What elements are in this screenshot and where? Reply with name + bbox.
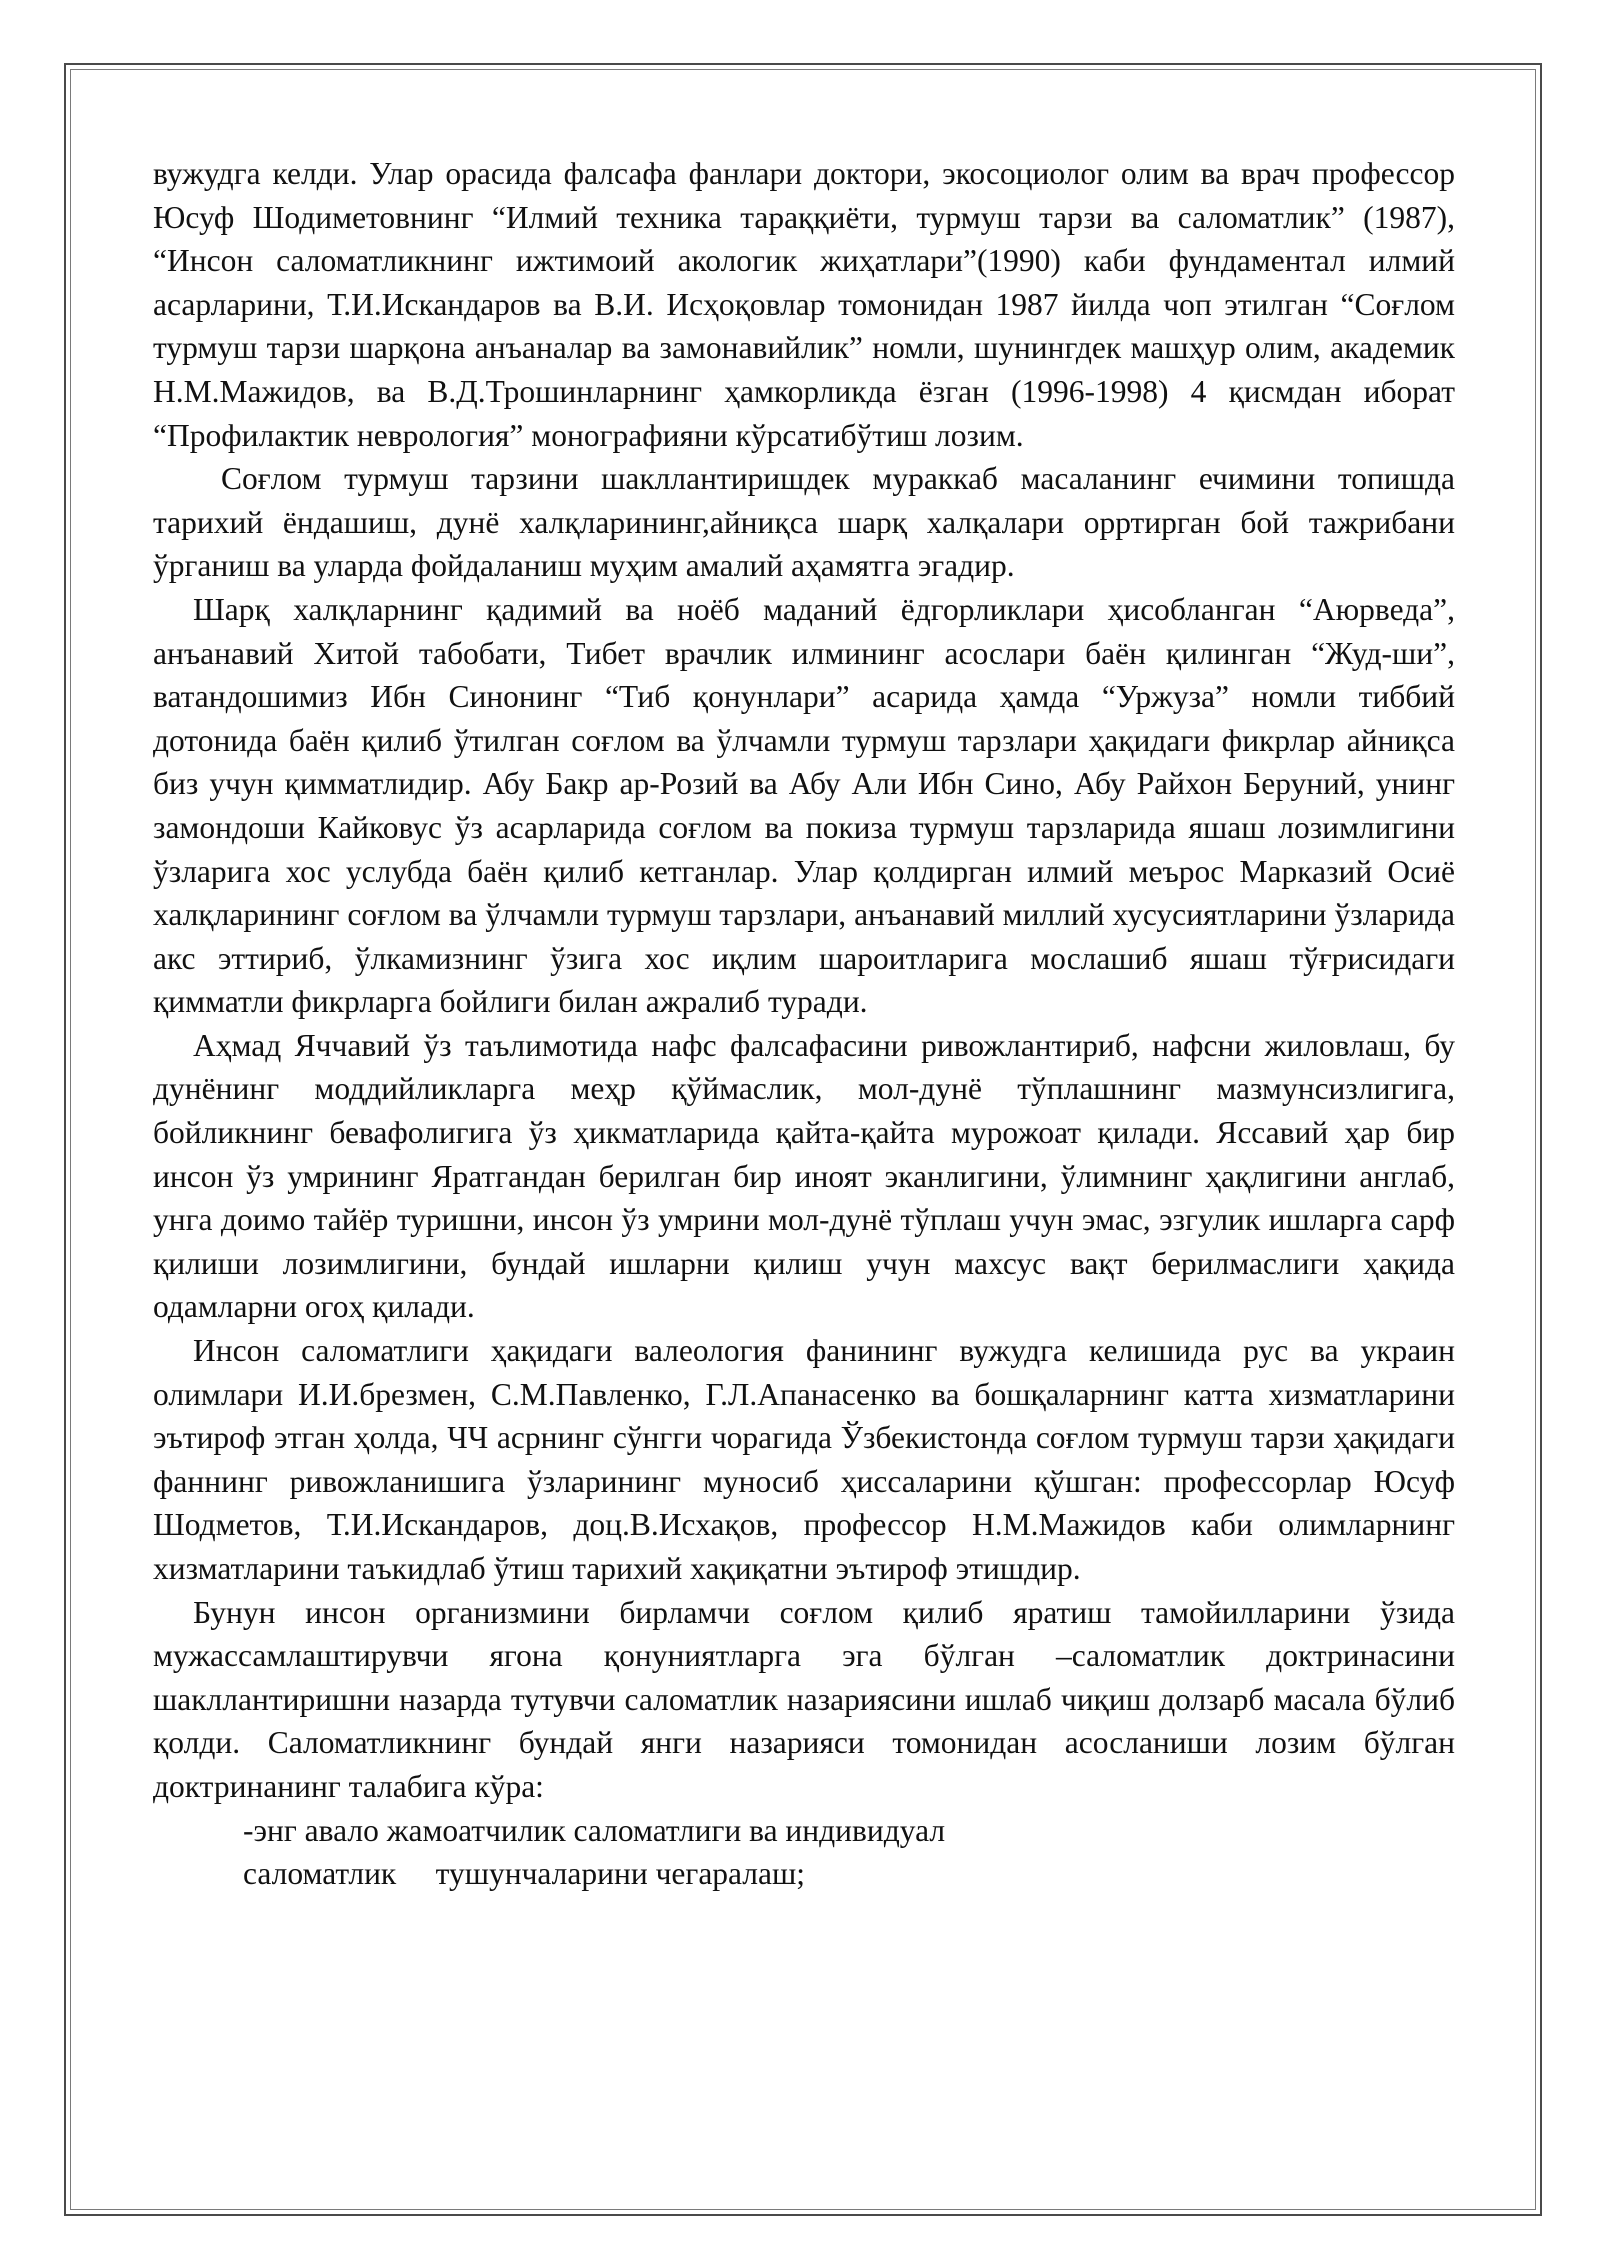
document-body xyxy=(153,152,1455,1896)
list-line-1: -энг авало жамоатчилик саломатлиги ва индивидуал xyxy=(243,1812,946,1848)
paragraph-6: Бунун инсон организмини бирламчи соғлом қилиб яратиш тамойилларини ўзида мужассамлаштирувчи ягона қонуниятларга эга бўлган –саломатлик доктринасини шакллантиришни назарда тутувчи саломатлик назариясини ишлаб чиқиш долзарб масала бўлиб қолди. Саломатликнинг бундай янги назарияси томонидан асосланиши лозим бўлган доктринанинг талабига кўра: xyxy=(153,1594,1455,1804)
paragraph-5: Инсон саломатлиги ҳақидаги валеология фанининг вужудга келишида рус ва украин олимлари И.И.брезмен, С.М.Павленко, Г.Л.Апанасенко ва бошқаларнинг катта хизматларини эътироф этган ҳолда, ЧЧ асрнинг сўнгги чорагида Ўзбекистонда соғлом турмуш тарзи ҳақидаги фаннинг ривожланишига ўзларининг муносиб ҳиссаларини қўшган: профессорлар Юсуф Шодметов, Т.И.Искандаров, доц.В.Исхақов, профессор Н.М.Мажидов каби олимларнинг хизматларини таъкидлаб ўтиш тарихий хақиқатни эътироф этишдир. xyxy=(153,1333,1455,1586)
paragraph-2: Соғлом турмуш тарзини шакллантиришдек мураккаб масаланинг ечимини топишда тарихий ёндашиш, дунё халқларининг,айниқса шарқ халқалари орртирган бой тажрибани ўрганиш ва уларда фойдаланиш муҳим амалий аҳамятга эгадир. xyxy=(153,461,1455,584)
list-line-2: саломатлик тушунчаларини чегаралаш; xyxy=(243,1856,806,1892)
paragraph-3: Шарқ халқларнинг қадимий ва ноёб маданий ёдгорликлари ҳисобланган “Аюрведа”, анъанавий Хитой табобати, Тибет врачлик илмининг асослари баён қилинган “Жуд-ши”, ватандошимиз Ибн Синонинг “Тиб қонунлари” асарида ҳамда “Уржуза” номли тиббий дотонида баён қилиб ўтилган соғлом ва ўлчамли турмуш тарзлари ҳақидаги фикрлар айниқса биз учун қимматлидир. Абу Бакр ар-Розий ва Абу Али Ибн Сино, Абу Райхон Беруний, унинг замондоши Кайковус ўз асарларида соғлом ва покиза турмуш тарзларида яшаш лозимлигини ўзларига хос услубда баён қилиб кетганлар. Улар қолдирган илмий меъроc Марказий Осиё халқларининг соғлом ва ўлчамли турмуш тарзлари, анъанавий миллий хусусиятларини ўзларида акс эттириб, ўлкамизнинг ўзига хос иқлим шароитларига мослашиб яшаш тўғрисидаги қимматли фикрларга бойлиги билан ажралиб туради. xyxy=(153,591,1455,1020)
paragraph-4: Аҳмад Яччавий ўз таълимотида нафс фалсафасини ривожлантириб, нафсни жиловлаш, бу дунёнинг моддийликларга меҳр қўймаслик, мол-дунё тўплашнинг мазмунсизлигига, бойликнинг бевафолигига ўз ҳикматларида қайта-қайта мурожоат қилади. Яссавий ҳар бир инсон ўз умрининг Яратгандан берилган бир иноят эканлигини, ўлимнинг ҳақлигини англаб, унга доимо тайёр туришни, инсон ўз умрини мол-дунё тўплаш учун эмас, эзгулик ишларга сарф қилиши лозимлигини, бундай ишларни қилиш учун махсус вақт берилмаслиги ҳақида одамларни огоҳ қилади. xyxy=(153,1027,1455,1325)
paragraph-1: вужудга келди. Улар орасида фалсафа фанлари доктори, экосоциолог олим ва врач профессор Юсуф Шодиметовнинг “Илмий техника тараққиёти, турмуш тарзи ва саломатлик” (1987), “Инсон саломатликнинг ижтимоий акологик жиҳатлари”(1990) каби фундаментал илмий асарларини, Т.И.Искандаров ва В.И. Исҳоқовлар томонидан 1987 йилда чоп этилган “Соғлом турмуш тарзи шарқона анъаналар ва замонавийлик” номли, шунингдек машҳур олим, академик Н.М.Мажидов, ва В.Д.Трошинларнинг ҳамкорликда ёзган (1996-1998) 4 қисмдан иборат “Профилактик неврология” монографияни кўрсатибўтиш лозим. xyxy=(153,156,1455,453)
